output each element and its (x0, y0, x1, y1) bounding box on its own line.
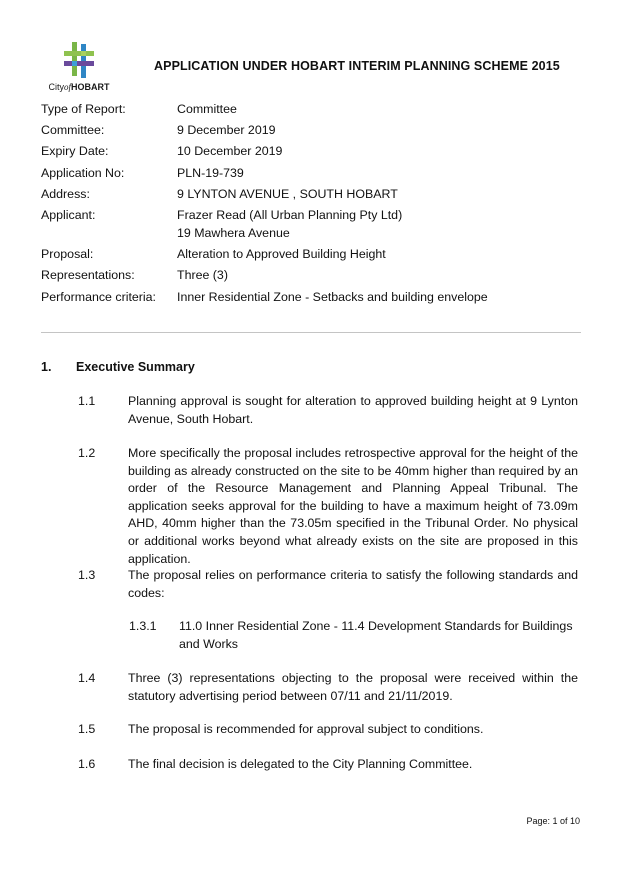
detail-row-representations (41, 266, 581, 284)
detail-value: 9 December 2019 (177, 123, 276, 138)
applicant-name: Frazer Read (All Urban Planning Pty Ltd) (177, 207, 403, 222)
detail-label: Proposal: (41, 247, 94, 262)
paragraph-text: Three (3) representations objecting to the proposal were received within the statutory advertising period between 07/11 and 21/11/2019. (128, 671, 578, 703)
section-title: Executive Summary (76, 360, 195, 374)
detail-value: PLN-19-739 (177, 165, 244, 180)
paragraph-number: 1.1 (78, 394, 96, 408)
detail-row-address (41, 185, 581, 203)
section-number: 1. (41, 360, 52, 374)
subparagraph-1-3-1 (129, 618, 579, 653)
paragraph-1-5 (78, 721, 578, 739)
paragraph-number: 1.4 (78, 671, 96, 685)
paragraph-text: More specifically the proposal includes retrospective approval for the height of the building as already constructed on the site to be 40mm higher than required by an order of the Resource Management and Planning Appeal Tribunal. The application seeks approval for the building to have a maximum height of 73.09m AHD, 40mm higher than the 73.05m specified in the Tribunal Order. No physical or additional works beyond what already exists on the site are proposed in this application. (128, 446, 578, 566)
paragraph-1-6 (78, 756, 578, 774)
detail-label: Type of Report: (41, 102, 126, 116)
paragraph-1-1 (78, 393, 578, 428)
logo-of: of (63, 82, 71, 92)
page-number: Page: 1 of 10 (526, 816, 580, 826)
detail-row-expiry (41, 142, 581, 160)
detail-label: Performance criteria: (41, 289, 156, 304)
detail-row-applicant (41, 206, 581, 242)
detail-row-application-no (41, 164, 581, 182)
paragraph-text: The final decision is delegated to the City Planning Committee. (128, 757, 473, 771)
section-heading (41, 358, 581, 376)
detail-value: 9 LYNTON AVENUE , SOUTH HOBART (177, 186, 398, 201)
city-of-hobart-logo (44, 42, 114, 96)
logo-city: City (48, 82, 64, 92)
paragraph-text: The proposal relies on performance criteria to satisfy the following standards and codes: (128, 568, 578, 600)
paragraph-1-3 (78, 567, 578, 602)
paragraph-1-4 (78, 670, 578, 705)
applicant-address: 19 Mawhera Avenue (177, 225, 290, 240)
detail-value: Three (3) (177, 268, 228, 283)
report-details (41, 100, 581, 309)
detail-label: Expiry Date: (41, 144, 109, 159)
detail-label: Applicant: (41, 207, 96, 222)
document-title: APPLICATION UNDER HOBART INTERIM PLANNING SCHEME 2015 (154, 59, 560, 73)
detail-label: Address: (41, 186, 90, 201)
detail-value: 10 December 2019 (177, 144, 283, 159)
paragraph-text: The proposal is recommended for approval subject to conditions. (128, 722, 484, 736)
paragraph-number: 1.2 (78, 446, 96, 460)
detail-row-proposal (41, 245, 581, 263)
paragraph-number: 1.5 (78, 722, 96, 736)
detail-label: Committee: (41, 123, 105, 138)
detail-label: Representations: (41, 268, 135, 283)
horizontal-divider (41, 332, 581, 333)
paragraph-number: 1.3 (78, 568, 96, 582)
logo-wordmark (44, 82, 114, 92)
paragraph-text: Planning approval is sought for alteration to approved building height at 9 Lynton Avenue, South Hobart. (128, 394, 578, 426)
detail-value: Committee (177, 102, 237, 116)
detail-label: Application No: (41, 165, 125, 180)
detail-row-type (41, 100, 581, 118)
logo-hobart: HOBART (71, 82, 110, 92)
paragraph-number: 1.6 (78, 757, 96, 771)
paragraph-1-2 (78, 445, 578, 568)
hobart-hash-logo-icon (63, 42, 95, 78)
detail-value: Inner Residential Zone - Setbacks and building envelope (177, 289, 488, 304)
detail-value: Alteration to Approved Building Height (177, 247, 386, 262)
detail-row-performance-criteria (41, 288, 581, 306)
subparagraph-text: 11.0 Inner Residential Zone - 11.4 Development Standards for Buildings and Works (179, 619, 573, 651)
detail-value-multiline (177, 206, 581, 242)
subparagraph-number: 1.3.1 (129, 619, 157, 633)
detail-row-committee (41, 121, 581, 139)
